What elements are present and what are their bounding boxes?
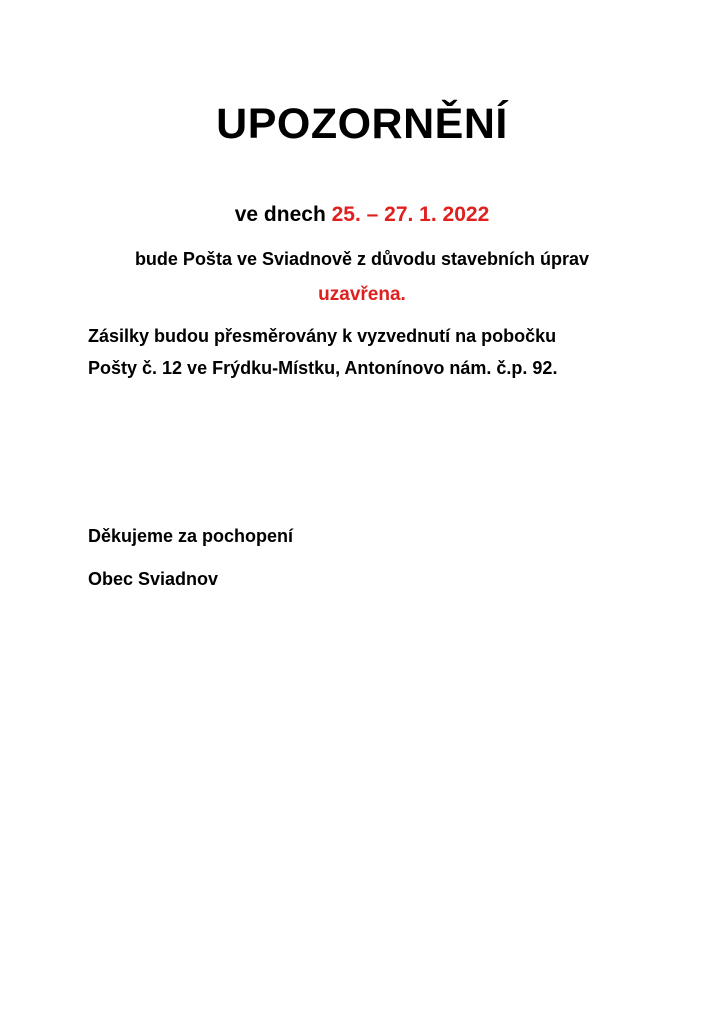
closure-text: bude Pošta ve Sviadnově z důvodu stavebních úprav bbox=[134, 249, 590, 269]
notice-title: UPOZORNĚNÍ bbox=[216, 100, 508, 148]
thanks-text: Děkujeme za pochopení bbox=[88, 526, 294, 546]
closed-word: uzavřena. bbox=[318, 284, 406, 305]
redirect-paragraph bbox=[88, 320, 708, 384]
dates-value: 25. – 27. 1. 2022 bbox=[331, 203, 490, 226]
redirect-line-1: Zásilky budou přesměrovány k vyzvednutí na pobočku bbox=[88, 326, 557, 346]
dates-prefix: ve dnech bbox=[234, 203, 332, 226]
signature-text: Obec Sviadnov bbox=[88, 569, 219, 589]
dates-line bbox=[0, 200, 724, 230]
redirect-line-2: Pošty č. 12 ve Frýdku-Místku, Antonínovo nám. č.p. 92. bbox=[88, 358, 558, 378]
